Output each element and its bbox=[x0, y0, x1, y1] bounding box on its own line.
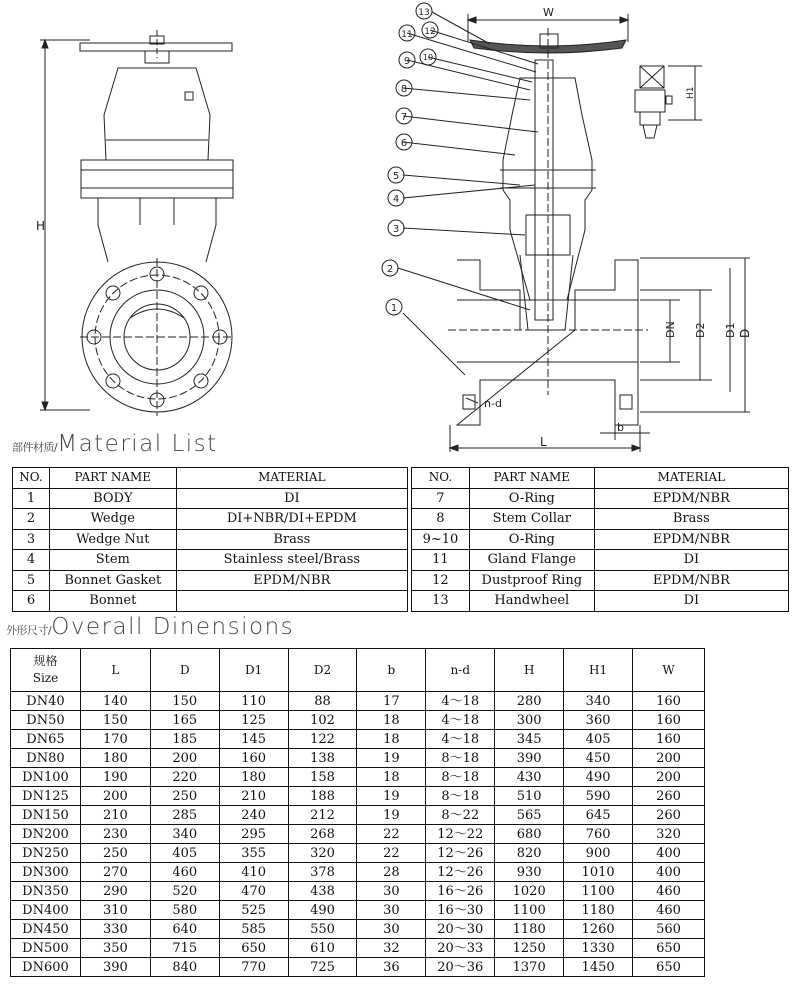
table-header-row bbox=[412, 468, 789, 489]
table-row: 12 Dustproof Ring EPDM/NBR bbox=[412, 570, 789, 591]
header-D1: D1 bbox=[219, 649, 288, 692]
value-cell: 585 bbox=[219, 920, 288, 939]
size-cell: DN200 bbox=[11, 825, 81, 844]
table-row bbox=[11, 901, 705, 920]
value-cell: 16～30 bbox=[426, 901, 495, 920]
value-cell: 20～30 bbox=[426, 920, 495, 939]
value-cell: 4～18 bbox=[426, 692, 495, 711]
value-cell: 560 bbox=[633, 920, 705, 939]
value-cell: 150 bbox=[150, 692, 219, 711]
size-cell: DN450 bbox=[11, 920, 81, 939]
value-cell: 295 bbox=[219, 825, 288, 844]
header-D: D bbox=[150, 649, 219, 692]
label-L: L bbox=[540, 435, 547, 449]
value-cell: 220 bbox=[150, 768, 219, 787]
value-cell: 20～36 bbox=[426, 958, 495, 977]
value-cell: 200 bbox=[633, 749, 705, 768]
value-cell: 300 bbox=[495, 711, 564, 730]
table-row bbox=[11, 958, 705, 977]
value-cell: 8～18 bbox=[426, 787, 495, 806]
callout-5: 5 bbox=[392, 171, 400, 182]
callout-3: 3 bbox=[392, 224, 400, 235]
header-part-name: PART NAME bbox=[469, 468, 594, 489]
table-row bbox=[11, 692, 705, 711]
value-cell: 290 bbox=[80, 882, 150, 901]
value-cell: 188 bbox=[288, 787, 357, 806]
value-cell: 260 bbox=[633, 787, 705, 806]
value-cell: 840 bbox=[150, 958, 219, 977]
header-D2: D2 bbox=[288, 649, 357, 692]
callout-7: 7 bbox=[400, 112, 408, 123]
value-cell: 565 bbox=[495, 806, 564, 825]
value-cell: 250 bbox=[150, 787, 219, 806]
value-cell: 470 bbox=[219, 882, 288, 901]
value-cell: 378 bbox=[288, 863, 357, 882]
value-cell: 12～26 bbox=[426, 844, 495, 863]
table-row bbox=[11, 882, 705, 901]
value-cell: 138 bbox=[288, 749, 357, 768]
value-cell: 310 bbox=[80, 901, 150, 920]
callout-2: 2 bbox=[386, 264, 394, 275]
header-b: b bbox=[357, 649, 426, 692]
table-row bbox=[11, 806, 705, 825]
value-cell: 345 bbox=[495, 730, 564, 749]
value-cell: 725 bbox=[288, 958, 357, 977]
header-size bbox=[11, 649, 81, 692]
value-cell: 510 bbox=[495, 787, 564, 806]
size-cell: DN80 bbox=[11, 749, 81, 768]
value-cell: 180 bbox=[80, 749, 150, 768]
label-DN: DN bbox=[664, 321, 677, 338]
value-cell: 1100 bbox=[564, 882, 633, 901]
value-cell: 230 bbox=[80, 825, 150, 844]
front-view-drawing bbox=[40, 30, 234, 416]
size-cell: DN600 bbox=[11, 958, 81, 977]
table-header-row bbox=[11, 649, 705, 692]
size-cell: DN300 bbox=[11, 863, 81, 882]
label-nd: n-d bbox=[484, 397, 502, 410]
value-cell: 340 bbox=[150, 825, 219, 844]
value-cell: 490 bbox=[288, 901, 357, 920]
callout-1: 1 bbox=[390, 303, 398, 314]
value-cell: 520 bbox=[150, 882, 219, 901]
value-cell: 185 bbox=[150, 730, 219, 749]
size-cell: DN250 bbox=[11, 844, 81, 863]
value-cell: 760 bbox=[564, 825, 633, 844]
value-cell: 28 bbox=[357, 863, 426, 882]
value-cell: 22 bbox=[357, 825, 426, 844]
callout-4: 4 bbox=[392, 194, 400, 205]
value-cell: 355 bbox=[219, 844, 288, 863]
value-cell: 525 bbox=[219, 901, 288, 920]
callout-11: 11 bbox=[401, 30, 413, 40]
table-row: 7 O-Ring EPDM/NBR bbox=[412, 488, 789, 509]
header-part-name: PART NAME bbox=[49, 468, 176, 489]
label-H: H bbox=[36, 219, 46, 233]
table-row: 9~10 O-Ring EPDM/NBR bbox=[412, 529, 789, 550]
table-row bbox=[11, 787, 705, 806]
label-b: b bbox=[617, 421, 624, 434]
value-cell: 8～18 bbox=[426, 749, 495, 768]
value-cell: 125 bbox=[219, 711, 288, 730]
value-cell: 1250 bbox=[495, 939, 564, 958]
value-cell: 1010 bbox=[564, 863, 633, 882]
value-cell: 4～18 bbox=[426, 730, 495, 749]
material-list-title-cn: 部件材质/ bbox=[12, 441, 58, 454]
dimensions-title-cn: 外形尺寸/ bbox=[6, 624, 52, 637]
value-cell: 1330 bbox=[564, 939, 633, 958]
label-D1: D1 bbox=[724, 322, 737, 338]
dimensions-title bbox=[6, 614, 294, 640]
value-cell: 350 bbox=[80, 939, 150, 958]
table-row bbox=[11, 730, 705, 749]
header-L: L bbox=[80, 649, 150, 692]
value-cell: 170 bbox=[80, 730, 150, 749]
dimensions-title-en: Overall Dinensions bbox=[51, 614, 295, 640]
table-row bbox=[11, 863, 705, 882]
size-cell: DN150 bbox=[11, 806, 81, 825]
header-size-en: Size bbox=[32, 671, 59, 685]
value-cell: 20～33 bbox=[426, 939, 495, 958]
value-cell: 645 bbox=[564, 806, 633, 825]
material-list-title-en: Material List bbox=[57, 431, 218, 457]
value-cell: 285 bbox=[150, 806, 219, 825]
value-cell: 270 bbox=[80, 863, 150, 882]
value-cell: 280 bbox=[495, 692, 564, 711]
header-no: NO. bbox=[412, 468, 470, 489]
dimensions-table-body bbox=[11, 692, 705, 977]
value-cell: 580 bbox=[150, 901, 219, 920]
value-cell: 88 bbox=[288, 692, 357, 711]
value-cell: 460 bbox=[150, 863, 219, 882]
header-material: MATERIAL bbox=[594, 468, 788, 489]
table-row: 3 Wedge Nut Brass bbox=[13, 529, 408, 550]
table-row bbox=[11, 844, 705, 863]
value-cell: 1260 bbox=[564, 920, 633, 939]
value-cell: 390 bbox=[495, 749, 564, 768]
value-cell: 16～26 bbox=[426, 882, 495, 901]
label-H1: H1 bbox=[686, 86, 696, 99]
value-cell: 210 bbox=[80, 806, 150, 825]
value-cell: 19 bbox=[357, 749, 426, 768]
value-cell: 4～18 bbox=[426, 711, 495, 730]
value-cell: 160 bbox=[633, 692, 705, 711]
value-cell: 190 bbox=[80, 768, 150, 787]
value-cell: 17 bbox=[357, 692, 426, 711]
value-cell: 180 bbox=[219, 768, 288, 787]
value-cell: 340 bbox=[564, 692, 633, 711]
value-cell: 200 bbox=[633, 768, 705, 787]
header-W: W bbox=[633, 649, 705, 692]
value-cell: 260 bbox=[633, 806, 705, 825]
value-cell: 18 bbox=[357, 730, 426, 749]
value-cell: 145 bbox=[219, 730, 288, 749]
value-cell: 550 bbox=[288, 920, 357, 939]
value-cell: 212 bbox=[288, 806, 357, 825]
callout-6: 6 bbox=[400, 138, 408, 149]
label-D2: D2 bbox=[694, 322, 707, 338]
table-row: 13 Handwheel DI bbox=[412, 591, 789, 612]
value-cell: 650 bbox=[633, 939, 705, 958]
value-cell: 250 bbox=[80, 844, 150, 863]
value-cell: 715 bbox=[150, 939, 219, 958]
value-cell: 390 bbox=[80, 958, 150, 977]
header-H1: H1 bbox=[564, 649, 633, 692]
callout-12: 12 bbox=[424, 27, 436, 37]
value-cell: 610 bbox=[288, 939, 357, 958]
table-row bbox=[11, 711, 705, 730]
size-cell: DN40 bbox=[11, 692, 81, 711]
callout-8: 8 bbox=[400, 84, 408, 95]
value-cell: 1450 bbox=[564, 958, 633, 977]
value-cell: 900 bbox=[564, 844, 633, 863]
label-W: W bbox=[543, 6, 554, 19]
table-row: 8 Stem Collar Brass bbox=[412, 509, 789, 530]
value-cell: 1370 bbox=[495, 958, 564, 977]
label-D: D bbox=[738, 328, 752, 338]
size-cell: DN50 bbox=[11, 711, 81, 730]
value-cell: 150 bbox=[80, 711, 150, 730]
table-row: 1 BODY DI bbox=[13, 488, 408, 509]
table-row bbox=[11, 939, 705, 958]
value-cell: 8～22 bbox=[426, 806, 495, 825]
table-row: 5 Bonnet Gasket EPDM/NBR bbox=[13, 570, 408, 591]
value-cell: 650 bbox=[633, 958, 705, 977]
value-cell: 410 bbox=[219, 863, 288, 882]
table-row: 2 Wedge DI+NBR/DI+EPDM bbox=[13, 509, 408, 530]
value-cell: 19 bbox=[357, 787, 426, 806]
value-cell: 330 bbox=[80, 920, 150, 939]
value-cell: 1020 bbox=[495, 882, 564, 901]
value-cell: 210 bbox=[219, 787, 288, 806]
value-cell: 140 bbox=[80, 692, 150, 711]
size-cell: DN65 bbox=[11, 730, 81, 749]
value-cell: 165 bbox=[150, 711, 219, 730]
value-cell: 12～26 bbox=[426, 863, 495, 882]
value-cell: 640 bbox=[150, 920, 219, 939]
value-cell: 360 bbox=[564, 711, 633, 730]
value-cell: 160 bbox=[633, 711, 705, 730]
value-cell: 30 bbox=[357, 901, 426, 920]
value-cell: 160 bbox=[219, 749, 288, 768]
material-table-right bbox=[411, 467, 789, 612]
table-row: 11 Gland Flange DI bbox=[412, 550, 789, 571]
header-size-cn: 规格 bbox=[33, 654, 58, 668]
value-cell: 405 bbox=[564, 730, 633, 749]
dimensions-table bbox=[10, 648, 705, 977]
value-cell: 268 bbox=[288, 825, 357, 844]
value-cell: 18 bbox=[357, 768, 426, 787]
value-cell: 650 bbox=[219, 939, 288, 958]
value-cell: 102 bbox=[288, 711, 357, 730]
header-material: MATERIAL bbox=[176, 468, 407, 489]
size-cell: DN350 bbox=[11, 882, 81, 901]
value-cell: 438 bbox=[288, 882, 357, 901]
value-cell: 1180 bbox=[564, 901, 633, 920]
table-row bbox=[11, 825, 705, 844]
value-cell: 22 bbox=[357, 844, 426, 863]
header-n-d: n-d bbox=[426, 649, 495, 692]
table-row: 6 Bonnet bbox=[13, 591, 408, 612]
value-cell: 450 bbox=[564, 749, 633, 768]
value-cell: 110 bbox=[219, 692, 288, 711]
value-cell: 1180 bbox=[495, 920, 564, 939]
table-row bbox=[11, 749, 705, 768]
value-cell: 30 bbox=[357, 882, 426, 901]
callout-10: 10 bbox=[422, 53, 434, 62]
value-cell: 240 bbox=[219, 806, 288, 825]
value-cell: 460 bbox=[633, 882, 705, 901]
value-cell: 490 bbox=[564, 768, 633, 787]
value-cell: 18 bbox=[357, 711, 426, 730]
value-cell: 430 bbox=[495, 768, 564, 787]
value-cell: 320 bbox=[633, 825, 705, 844]
callout-13: 13 bbox=[418, 8, 430, 18]
value-cell: 770 bbox=[219, 958, 288, 977]
value-cell: 32 bbox=[357, 939, 426, 958]
table-row: 4 Stem Stainless steel/Brass bbox=[13, 550, 408, 571]
size-cell: DN125 bbox=[11, 787, 81, 806]
value-cell: 400 bbox=[633, 863, 705, 882]
size-cell: DN500 bbox=[11, 939, 81, 958]
value-cell: 19 bbox=[357, 806, 426, 825]
value-cell: 820 bbox=[495, 844, 564, 863]
value-cell: 158 bbox=[288, 768, 357, 787]
size-cell: DN400 bbox=[11, 901, 81, 920]
header-H: H bbox=[495, 649, 564, 692]
value-cell: 590 bbox=[564, 787, 633, 806]
material-table-left bbox=[12, 467, 408, 612]
value-cell: 36 bbox=[357, 958, 426, 977]
material-list-title bbox=[12, 431, 218, 457]
value-cell: 400 bbox=[633, 844, 705, 863]
value-cell: 405 bbox=[150, 844, 219, 863]
value-cell: 160 bbox=[633, 730, 705, 749]
value-cell: 8～18 bbox=[426, 768, 495, 787]
value-cell: 12～22 bbox=[426, 825, 495, 844]
value-cell: 320 bbox=[288, 844, 357, 863]
header-no: NO. bbox=[13, 468, 50, 489]
value-cell: 122 bbox=[288, 730, 357, 749]
value-cell: 930 bbox=[495, 863, 564, 882]
table-header-row bbox=[13, 468, 408, 489]
value-cell: 460 bbox=[633, 901, 705, 920]
size-cell: DN100 bbox=[11, 768, 81, 787]
table-row bbox=[11, 768, 705, 787]
value-cell: 30 bbox=[357, 920, 426, 939]
value-cell: 1100 bbox=[495, 901, 564, 920]
table-row bbox=[11, 920, 705, 939]
h1-detail-drawing bbox=[635, 66, 702, 138]
value-cell: 200 bbox=[80, 787, 150, 806]
value-cell: 200 bbox=[150, 749, 219, 768]
callout-9: 9 bbox=[403, 56, 411, 67]
value-cell: 680 bbox=[495, 825, 564, 844]
